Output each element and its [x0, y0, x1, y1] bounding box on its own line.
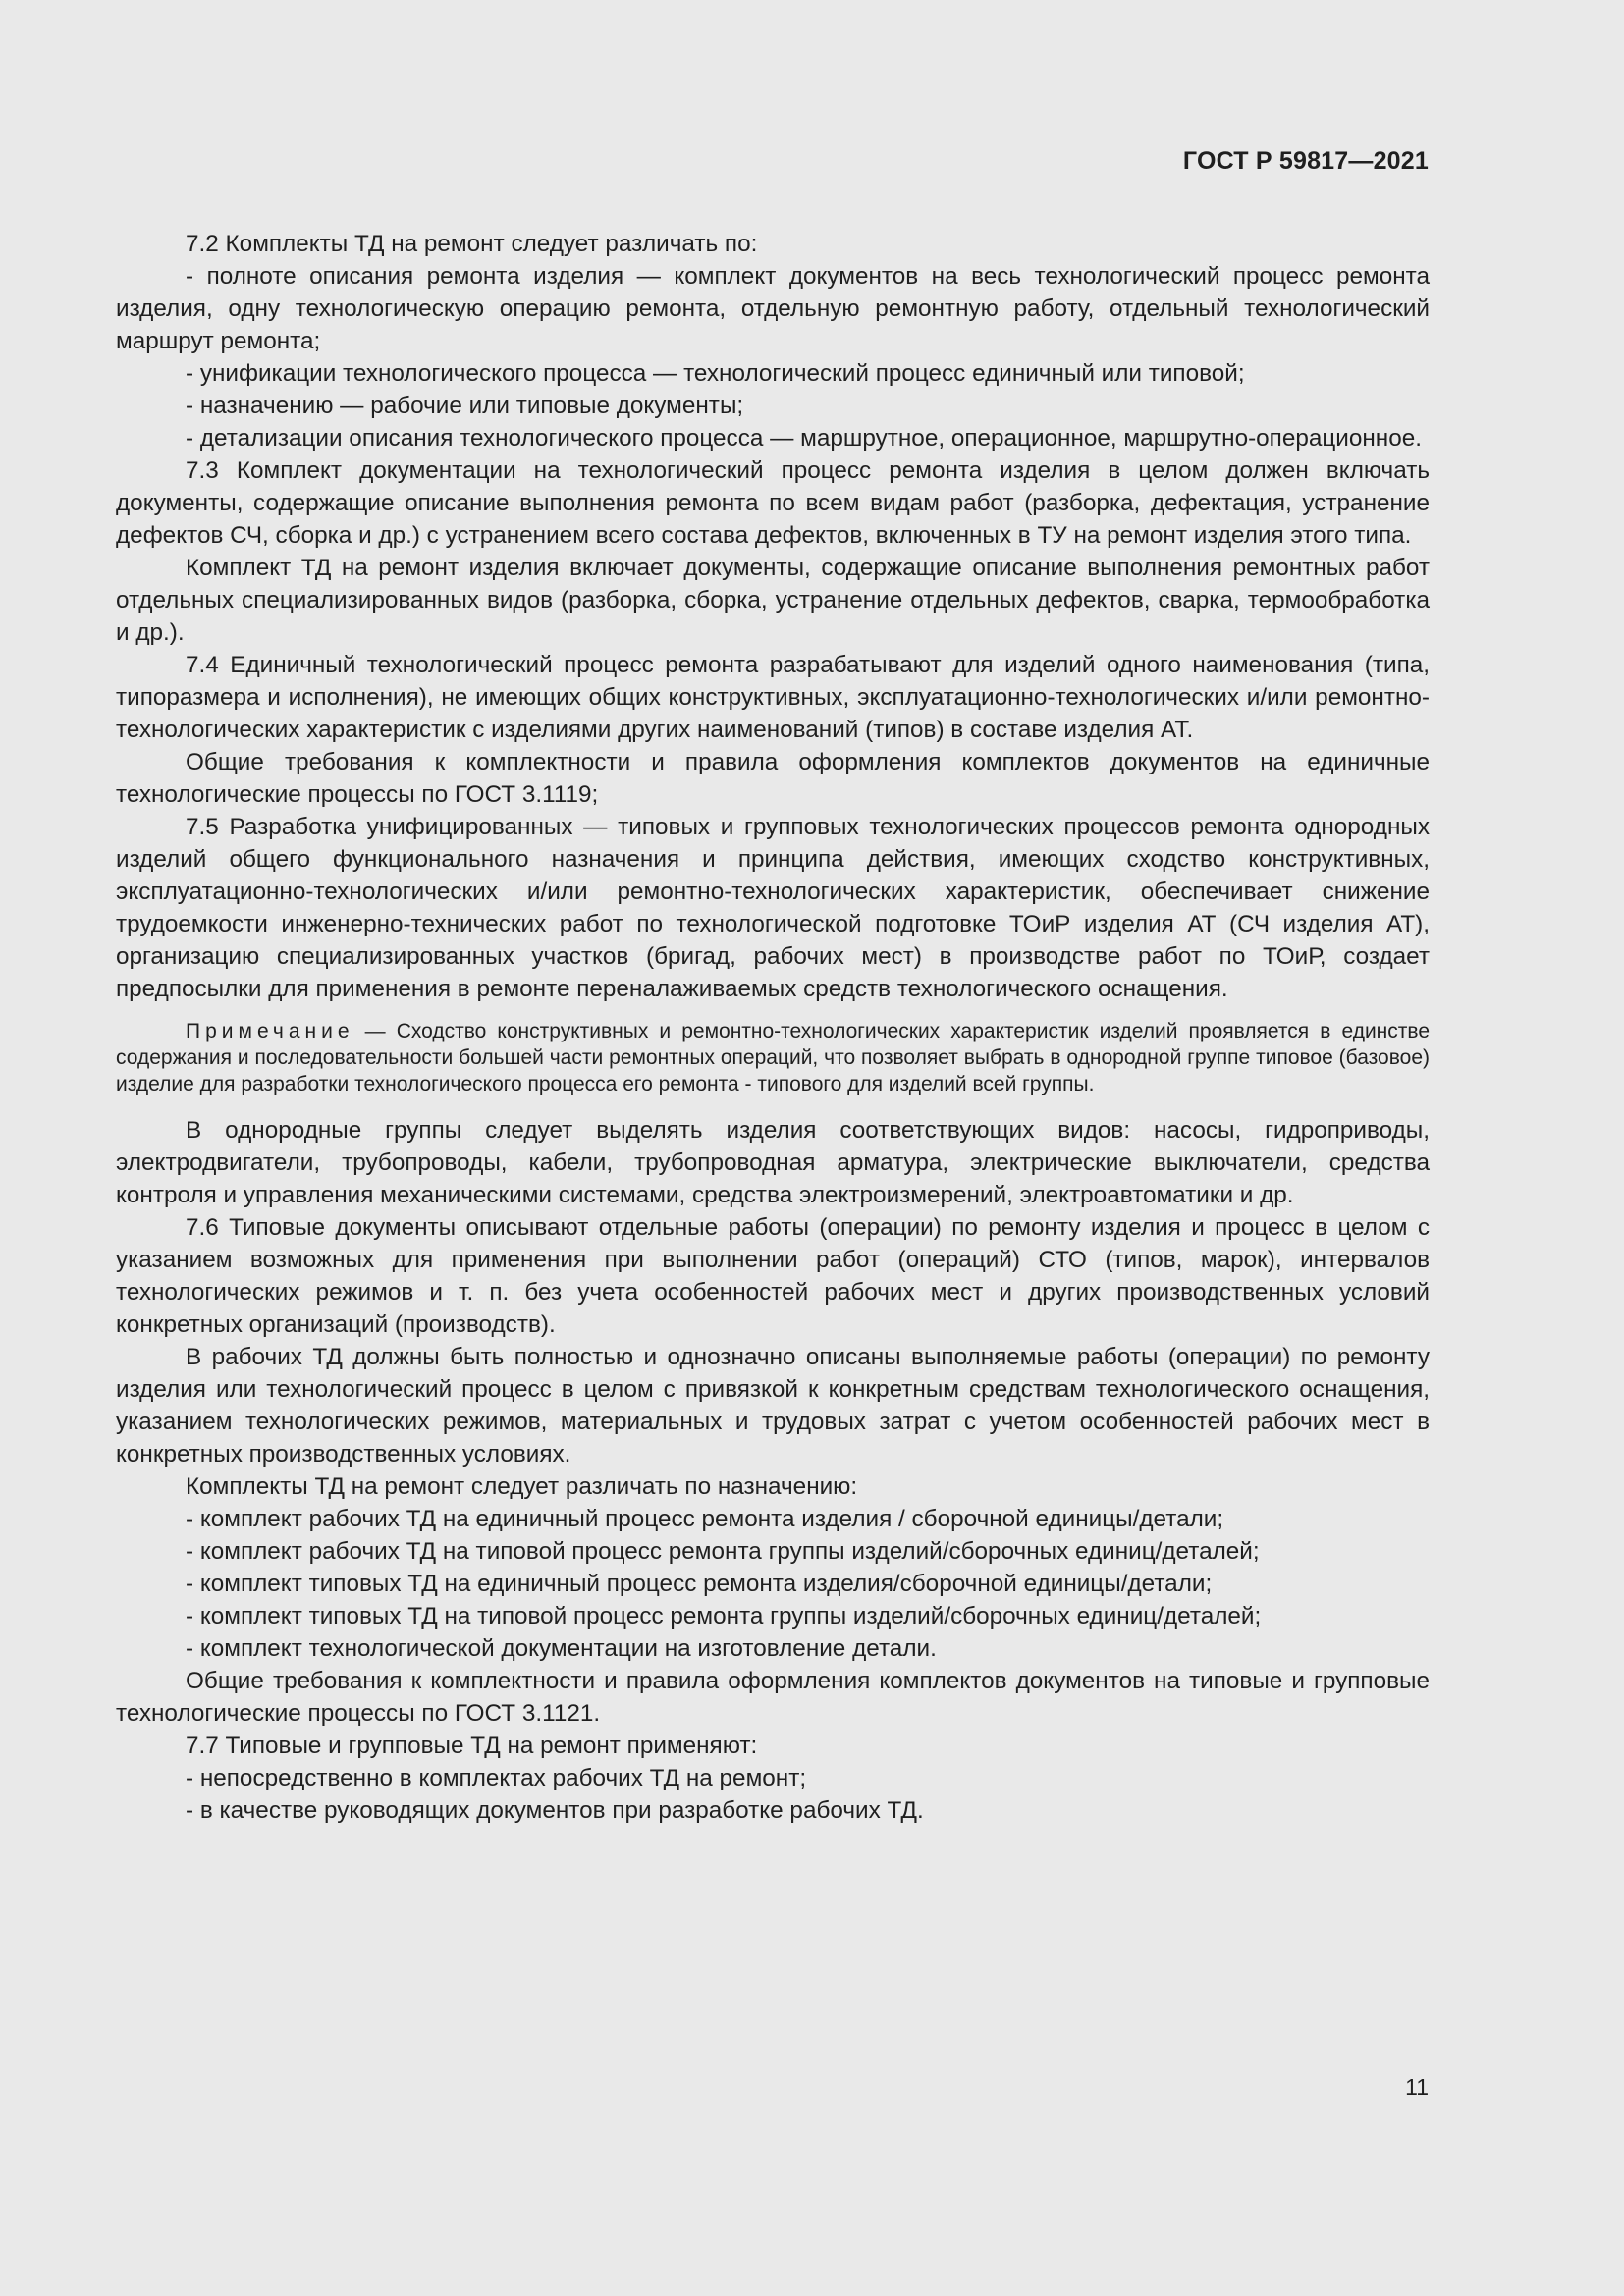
list-item: - комплект типовых ТД на типовой процесс ремонта группы изделий/сборочных единиц/деталей;: [186, 1603, 1262, 1629]
paragraph: 7.3 Комплект документации на технологический процесс ремонта изделия в целом должен включать документы, содержащие описание выполнения ремонта по всем видам работ (разборка, дефектация, устранение дефектов СЧ, сборка и др.) с устранением всего состава дефектов, включенных в ТУ на ремонт изделия этого типа.: [116, 457, 1430, 549]
list-item: - детализации описания технологического процесса — маршрутное, операционное, маршрутно-операционное.: [186, 425, 1422, 452]
paragraph: Общие требования к комплектности и правила оформления комплектов документов на типовые и групповые технологические процессы по ГОСТ 3.1121.: [116, 1668, 1430, 1727]
list-item: - комплект рабочих ТД на единичный процесс ремонта изделия / сборочной единицы/детали;: [186, 1506, 1224, 1532]
paragraph: 7.5 Разработка унифицированных — типовых и групповых технологических процессов ремонта однородных изделий общего функционального назначения и принципа действия, имеющих сходство конструктивных, эксплуатационно-технологических и/или ремонтно-технологических характеристик, обеспечивает снижение трудоемкости инженерно-технических работ по технологической подготовке ТОиР изделия АТ (СЧ изделия АТ), организацию специализированных участков (бригад, рабочих мест) в производстве работ по ТОиР, создает предпосылки для применения в ремонте переналаживаемых средств технологического оснащения.: [116, 814, 1430, 1002]
paragraph: В однородные группы следует выделять изделия соответствующих видов: насосы, гидроприводы, электродвигатели, трубопроводы, кабели, трубопроводная арматура, электрические выключатели, средства контроля и управления механическими системами, средства электроизмерений, электроавтоматики и др.: [116, 1117, 1430, 1208]
document-code-header: ГОСТ Р 59817—2021: [1182, 147, 1429, 175]
paragraph: Комплект ТД на ремонт изделия включает документы, содержащие описание выполнения ремонтных работ отдельных специализированных видов (разборка, сборка, устранение отдельных дефектов, сварка, термообработка и др.).: [116, 555, 1430, 646]
list-item: - комплект рабочих ТД на типовой процесс ремонта группы изделий/сборочных единиц/деталей;: [186, 1538, 1260, 1565]
list-item: - непосредственно в комплектах рабочих ТД на ремонт;: [186, 1765, 807, 1791]
paragraph: 7.4 Единичный технологический процесс ремонта разрабатывают для изделий одного наименования (типа, типоразмера и исполнения), не имеющих общих конструктивных, эксплуатационно-технологических и/или ремонтно-технологических характеристик с изделиями других наименований (типов) в составе изделия АТ.: [116, 652, 1430, 743]
note-label: Примечание: [186, 1020, 354, 1042]
page-number: 11: [1405, 2074, 1429, 2100]
paragraph: 7.2 Комплекты ТД на ремонт следует различать по:: [186, 231, 758, 257]
paragraph: Общие требования к комплектности и правила оформления комплектов документов на единичные технологические процессы по ГОСТ 3.1119;: [116, 749, 1430, 808]
paragraph: В рабочих ТД должны быть полностью и однозначно описаны выполняемые работы (операции) по ремонту изделия или технологический процесс в целом с привязкой к конкретным средствам технологического оснащения, указанием технологических режимов, материальных и трудовых затрат с учетом особенностей рабочих мест в конкретных производственных условиях.: [116, 1344, 1430, 1468]
paragraph: 7.7 Типовые и групповые ТД на ремонт применяют:: [186, 1733, 758, 1759]
list-item: - комплект технологической документации на изготовление детали.: [186, 1635, 937, 1662]
list-item: - в качестве руководящих документов при разработке рабочих ТД.: [186, 1797, 924, 1824]
list-item: - назначению — рабочие или типовые документы;: [186, 393, 744, 419]
document-body: [116, 228, 1430, 1827]
note-block: [116, 1018, 1430, 1097]
note-text: — Сходство конструктивных и ремонтно-технологических характеристик изделий проявляется в единстве содержания и последовательности большей части ремонтных операций, что позволяет выбрать в однородной группе типовое (базовое) изделие для разработки технологического процесса его ремонта - типового для изделий всей группы.: [116, 1020, 1430, 1095]
paragraph: 7.6 Типовые документы описывают отдельные работы (операции) по ремонту изделия и процесс в целом с указанием возможных для применения при выполнении работ (операций) СТО (типов, марок), интервалов технологических режимов и т. п. без учета особенностей рабочих мест и других производственных условий конкретных организаций (производств).: [116, 1214, 1430, 1338]
list-item: - унификации технологического процесса — технологический процесс единичный или типовой;: [186, 360, 1245, 387]
list-item: - комплект типовых ТД на единичный процесс ремонта изделия/сборочной единицы/детали;: [186, 1571, 1213, 1597]
list-item: - полноте описания ремонта изделия — комплект документов на весь технологический процесс ремонта изделия, одну технологическую операцию ремонта, отдельную ремонтную работу, отдельный технологический маршрут ремонта;: [116, 263, 1430, 354]
paragraph: Комплекты ТД на ремонт следует различать по назначению:: [186, 1473, 858, 1500]
